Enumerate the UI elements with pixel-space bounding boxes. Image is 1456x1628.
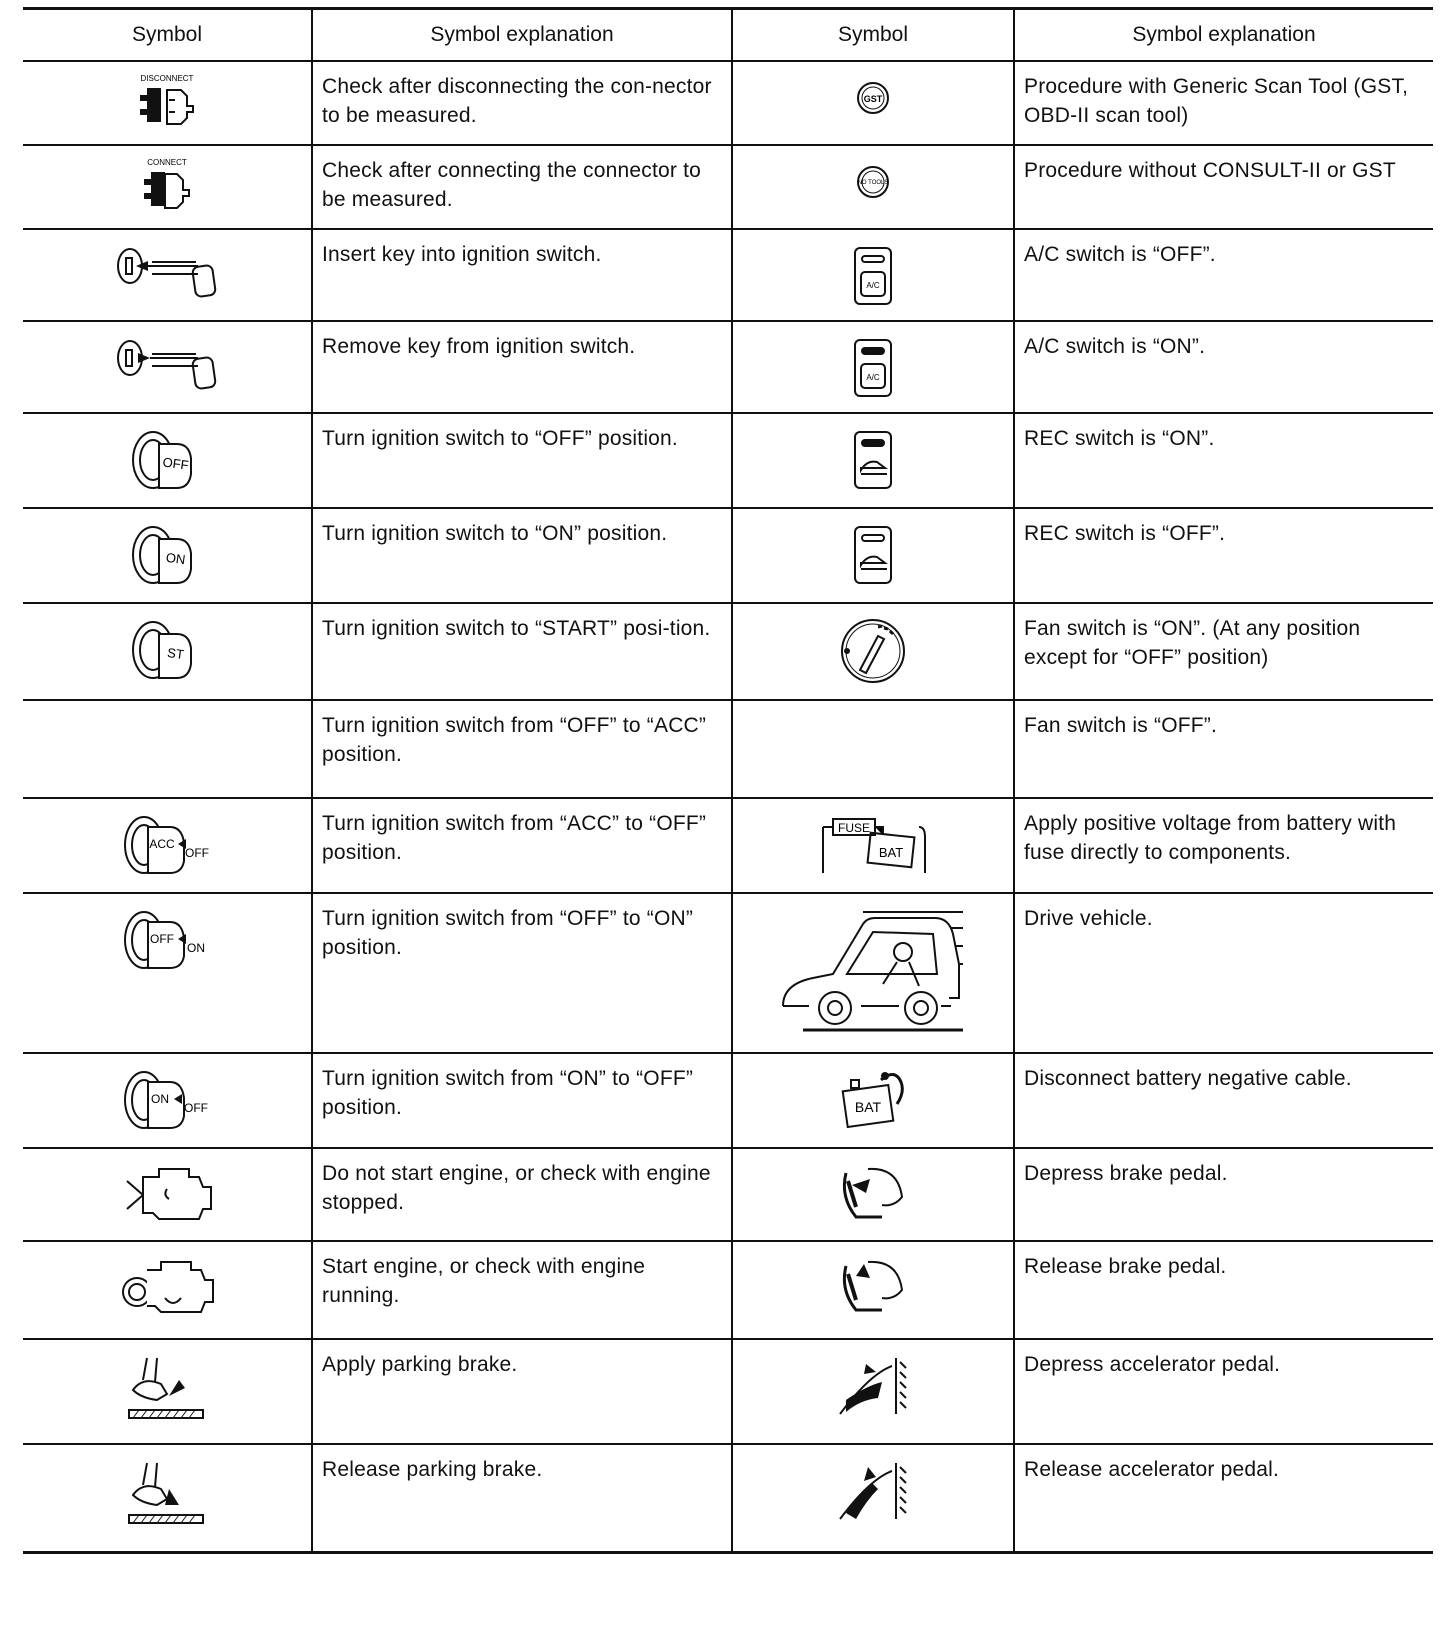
table-row [23, 145, 1433, 229]
rec-switch-off-icon [853, 525, 893, 585]
table-row [23, 1339, 1433, 1444]
header-symbol-2: Symbol [732, 9, 1014, 62]
table-row [23, 1444, 1433, 1552]
symbol-cell [23, 413, 312, 508]
brake-release-icon [838, 1254, 908, 1320]
parking-brake-apply-icon [125, 1354, 209, 1424]
symbol-explanation: Release accelerator pedal. [1014, 1444, 1433, 1552]
table-row [23, 700, 1433, 798]
gst-icon [855, 80, 891, 116]
symbol-cell [23, 1148, 312, 1241]
symbol-explanation: Insert key into ignition switch. [312, 229, 732, 321]
symbol-explanation: Check after connecting the connector to be measured. [312, 145, 732, 229]
symbol-explanation: Turn ignition switch to “START” posi-tion. [312, 603, 732, 700]
engine-stopped-icon [119, 1161, 215, 1227]
symbol-explanation: Release parking brake. [312, 1444, 732, 1552]
symbol-cell [732, 1148, 1014, 1241]
header-row [23, 9, 1433, 62]
table-row [23, 61, 1433, 145]
table-row [23, 229, 1433, 321]
drive-vehicle-icon [773, 906, 973, 1038]
table-row [23, 603, 1433, 700]
symbol-explanation: Drive vehicle. [1014, 893, 1433, 1053]
ignition-off-icon [129, 426, 205, 492]
icon-label: DISCONNECT [140, 74, 194, 83]
symbol-cell [732, 145, 1014, 229]
symbol-explanation: Apply parking brake. [312, 1339, 732, 1444]
symbol-cell [732, 1053, 1014, 1148]
symbol-cell [732, 413, 1014, 508]
symbol-cell [23, 603, 312, 700]
accelerator-release-icon [836, 1459, 910, 1523]
icon-label: OFF [150, 932, 174, 946]
connector-disconnect-icon [127, 70, 207, 130]
ignition-on-icon [129, 521, 205, 587]
symbol-cell [732, 1241, 1014, 1339]
insert-key-icon [112, 244, 222, 310]
ignition-off-to-on-icon [122, 906, 212, 972]
symbol-explanation: Turn ignition switch from “OFF” to “ACC” position. [312, 700, 732, 798]
ac-switch-on-icon [853, 338, 893, 398]
icon-label: GST [863, 94, 883, 104]
symbol-cell [732, 508, 1014, 603]
symbol-explanation: REC switch is “ON”. [1014, 413, 1433, 508]
symbol-explanation: Depress brake pedal. [1014, 1148, 1433, 1241]
symbol-explanation: Turn ignition switch from “ON” to “OFF” position. [312, 1053, 732, 1148]
symbol-explanation: Turn ignition switch from “OFF” to “ON” position. [312, 893, 732, 1053]
table-row [23, 893, 1433, 1053]
icon-label: ON [164, 549, 187, 568]
symbol-explanation: Procedure without CONSULT-II or GST [1014, 145, 1433, 229]
symbol-cell [23, 508, 312, 603]
symbol-explanation: Disconnect battery negative cable. [1014, 1053, 1433, 1148]
header-symbol: Symbol [23, 9, 312, 62]
symbol-explanation: Fan switch is “ON”. (At any position except for “OFF” position) [1014, 603, 1433, 700]
symbol-explanation: Turn ignition switch from “ACC” to “OFF” position. [312, 798, 732, 893]
symbol-explanation: Check after disconnecting the con-nector to be measured. [312, 61, 732, 145]
symbol-cell [732, 229, 1014, 321]
symbol-cell [23, 229, 312, 321]
symbol-cell [23, 1053, 312, 1148]
symbol-cell [732, 61, 1014, 145]
icon-label: ST [166, 644, 185, 663]
engine-running-icon [119, 1254, 215, 1324]
symbol-explanation: Do not start engine, or check with engine stopped. [312, 1148, 732, 1241]
table-row [23, 1148, 1433, 1241]
header-symbol-explanation: Symbol explanation [312, 9, 732, 62]
icon-label: OFF [185, 846, 209, 860]
icon-label: ON [151, 1092, 169, 1106]
table-row [23, 508, 1433, 603]
ignition-on-to-off-icon [122, 1066, 212, 1132]
symbol-cell [732, 700, 1014, 798]
symbol-explanation: A/C switch is “ON”. [1014, 321, 1433, 413]
icon-label: OFF [161, 454, 190, 473]
symbol-cell [732, 321, 1014, 413]
symbol-explanation: Remove key from ignition switch. [312, 321, 732, 413]
symbol-cell [23, 893, 312, 1053]
icon-label: A/C [866, 373, 880, 382]
symbol-explanation: Depress accelerator pedal. [1014, 1339, 1433, 1444]
symbol-cell [23, 145, 312, 229]
symbol-cell [23, 1241, 312, 1339]
symbol-cell [732, 1339, 1014, 1444]
ac-switch-off-icon [853, 246, 893, 306]
symbol-explanation: Turn ignition switch to “ON” position. [312, 508, 732, 603]
icon-label: OFF [184, 1101, 208, 1115]
symbol-cell [732, 1444, 1014, 1552]
symbol-cell [23, 798, 312, 893]
icon-label: NO TOOLS [857, 180, 889, 186]
no-tools-icon [855, 164, 891, 200]
fan-switch-icon [838, 616, 908, 686]
symbol-cell [23, 1444, 312, 1552]
symbol-explanation: REC switch is “OFF”. [1014, 508, 1433, 603]
icon-label: ACC [149, 837, 175, 851]
remove-key-icon [112, 336, 222, 402]
symbol-table-container [23, 7, 1433, 1554]
table-row [23, 1053, 1433, 1148]
symbol-explanation: Apply positive voltage from battery with fuse directly to components. [1014, 798, 1433, 893]
ignition-start-icon [129, 616, 205, 682]
table-row [23, 321, 1433, 413]
symbol-table [23, 7, 1433, 1554]
ignition-acc-to-off-icon [122, 811, 212, 877]
symbol-explanation: Fan switch is “OFF”. [1014, 700, 1433, 798]
table-row [23, 798, 1433, 893]
symbol-cell [732, 798, 1014, 893]
symbol-explanation: Procedure with Generic Scan Tool (GST, OBD-II scan tool) [1014, 61, 1433, 145]
symbol-cell [23, 321, 312, 413]
icon-label: BAT [878, 845, 904, 860]
symbol-cell [732, 603, 1014, 700]
symbol-cell [23, 1339, 312, 1444]
symbol-explanation: Release brake pedal. [1014, 1241, 1433, 1339]
battery-disconnect-icon [833, 1066, 913, 1132]
parking-brake-release-icon [125, 1459, 209, 1529]
symbol-cell [732, 893, 1014, 1053]
icon-label: CONNECT [147, 158, 187, 167]
connector-connect-icon [127, 154, 207, 214]
icon-label: A/C [866, 281, 880, 290]
icon-label: FUSE [837, 821, 871, 835]
icon-label: ON [187, 941, 205, 955]
brake-depress-icon [838, 1161, 908, 1227]
symbol-cell [23, 700, 312, 798]
table-row [23, 413, 1433, 508]
symbol-explanation: Start engine, or check with engine running. [312, 1241, 732, 1339]
header-symbol-explanation-2: Symbol explanation [1014, 9, 1433, 62]
rec-switch-on-icon [853, 430, 893, 490]
icon-label: BAT [854, 1099, 882, 1115]
symbol-explanation: A/C switch is “OFF”. [1014, 229, 1433, 321]
accelerator-depress-icon [836, 1354, 910, 1418]
symbol-cell [23, 61, 312, 145]
battery-fuse-icon [811, 813, 935, 877]
table-row [23, 1241, 1433, 1339]
symbol-explanation: Turn ignition switch to “OFF” position. [312, 413, 732, 508]
